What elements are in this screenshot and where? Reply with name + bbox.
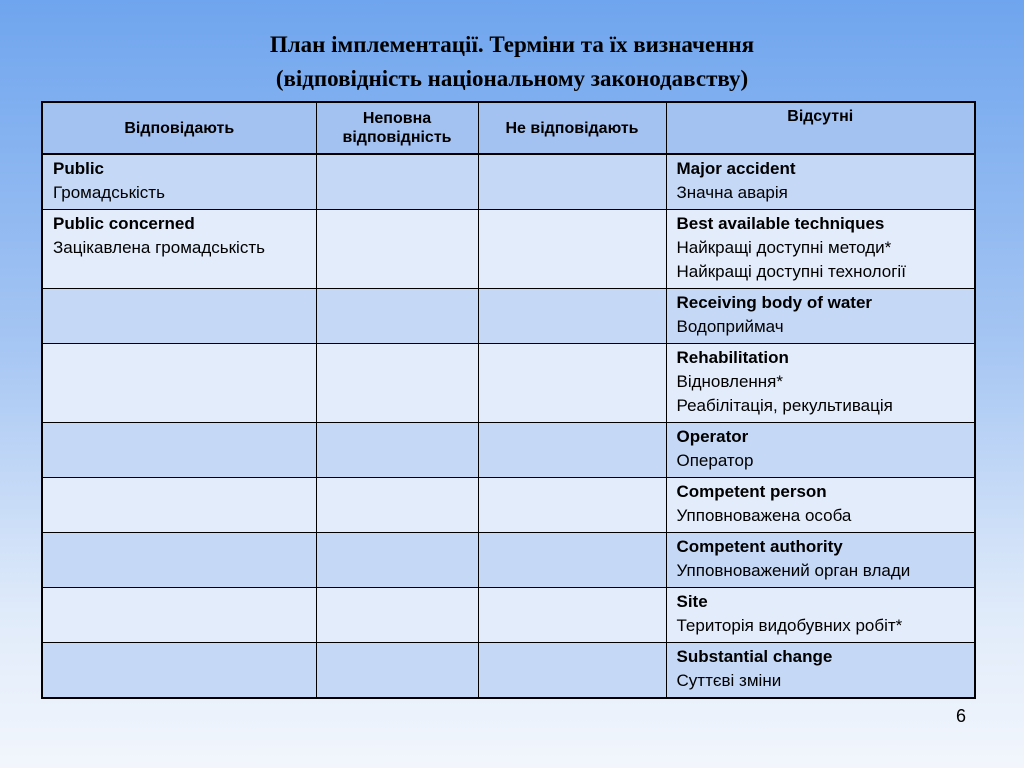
cell-non-compliant xyxy=(478,478,666,533)
term-ukrainian: Упповноважена особа xyxy=(676,506,852,525)
cell-non-compliant xyxy=(478,154,666,210)
cell-partial-compliance xyxy=(316,154,478,210)
term-english: Major accident xyxy=(676,159,796,178)
cell-absent xyxy=(666,344,975,423)
cell-absent xyxy=(666,588,975,643)
terms-table xyxy=(41,101,976,699)
cell-non-compliant xyxy=(478,210,666,289)
table-row xyxy=(42,289,975,344)
cell-partial-compliance xyxy=(316,210,478,289)
cell-absent xyxy=(666,423,975,478)
slide-title-line-2: (відповідність національному законодавству) xyxy=(275,66,749,91)
term-english: Rehabilitation xyxy=(676,348,789,367)
header-non-compliant: Не відповідають xyxy=(478,102,666,154)
page-number: 6 xyxy=(955,706,966,726)
cell-compliant xyxy=(42,478,316,533)
table-header-row xyxy=(42,102,975,154)
term-english: Competent authority xyxy=(676,537,843,556)
table-row xyxy=(42,154,975,210)
term-english: Public concerned xyxy=(53,214,195,233)
cell-absent xyxy=(666,643,975,699)
term-english: Best available techniques xyxy=(676,214,885,233)
term-english: Competent person xyxy=(676,482,827,501)
cell-compliant xyxy=(42,344,316,423)
cell-compliant xyxy=(42,588,316,643)
term-ukrainian: Зацікавлена громадськість xyxy=(53,238,265,257)
header-compliant: Відповідають xyxy=(42,102,316,154)
cell-compliant xyxy=(42,154,316,210)
term-english: Receiving body of water xyxy=(676,293,873,312)
term-ukrainian: Громадськість xyxy=(53,183,165,202)
cell-non-compliant xyxy=(478,423,666,478)
table-row xyxy=(42,533,975,588)
term-ukrainian: Територія видобувних робіт* xyxy=(676,616,903,635)
cell-compliant xyxy=(42,423,316,478)
term-english: Substantial change xyxy=(676,647,833,666)
term-english: Operator xyxy=(676,427,749,446)
table-row xyxy=(42,423,975,478)
cell-partial-compliance xyxy=(316,423,478,478)
header-absent: Відсутні xyxy=(666,102,975,154)
cell-absent xyxy=(666,210,975,289)
cell-partial-compliance xyxy=(316,643,478,699)
term-ukrainian: Найкращі доступні методи* xyxy=(676,238,892,257)
term-ukrainian: Упповноважений орган влади xyxy=(676,561,911,580)
term-ukrainian: Найкращі доступні технології xyxy=(676,262,906,281)
table-row xyxy=(42,210,975,289)
slide-title xyxy=(0,28,1024,96)
term-ukrainian: Відновлення* xyxy=(676,372,783,391)
cell-partial-compliance xyxy=(316,533,478,588)
cell-compliant xyxy=(42,289,316,344)
cell-partial-compliance xyxy=(316,344,478,423)
table-row xyxy=(42,588,975,643)
cell-compliant xyxy=(42,210,316,289)
cell-absent xyxy=(666,478,975,533)
term-english: Public xyxy=(53,159,105,178)
cell-non-compliant xyxy=(478,344,666,423)
term-english: Site xyxy=(676,592,708,611)
cell-partial-compliance xyxy=(316,588,478,643)
term-ukrainian: Суттєві зміни xyxy=(676,671,782,690)
cell-partial-compliance xyxy=(316,478,478,533)
cell-absent xyxy=(666,533,975,588)
cell-compliant xyxy=(42,533,316,588)
cell-partial-compliance xyxy=(316,289,478,344)
term-ukrainian: Водоприймач xyxy=(676,317,784,336)
cell-compliant xyxy=(42,643,316,699)
term-ukrainian: Реабілітація, рекультивація xyxy=(676,396,893,415)
cell-non-compliant xyxy=(478,289,666,344)
cell-non-compliant xyxy=(478,588,666,643)
cell-non-compliant xyxy=(478,643,666,699)
slide-title-line-1: План імплементації. Терміни та їх визначення xyxy=(269,32,755,57)
cell-absent xyxy=(666,289,975,344)
table-row xyxy=(42,344,975,423)
term-ukrainian: Значна аварія xyxy=(676,183,788,202)
header-partial-compliance: Неповна відповідність xyxy=(316,102,478,154)
table-row xyxy=(42,478,975,533)
cell-absent xyxy=(666,154,975,210)
table-row xyxy=(42,643,975,699)
cell-non-compliant xyxy=(478,533,666,588)
term-ukrainian: Оператор xyxy=(676,451,754,470)
